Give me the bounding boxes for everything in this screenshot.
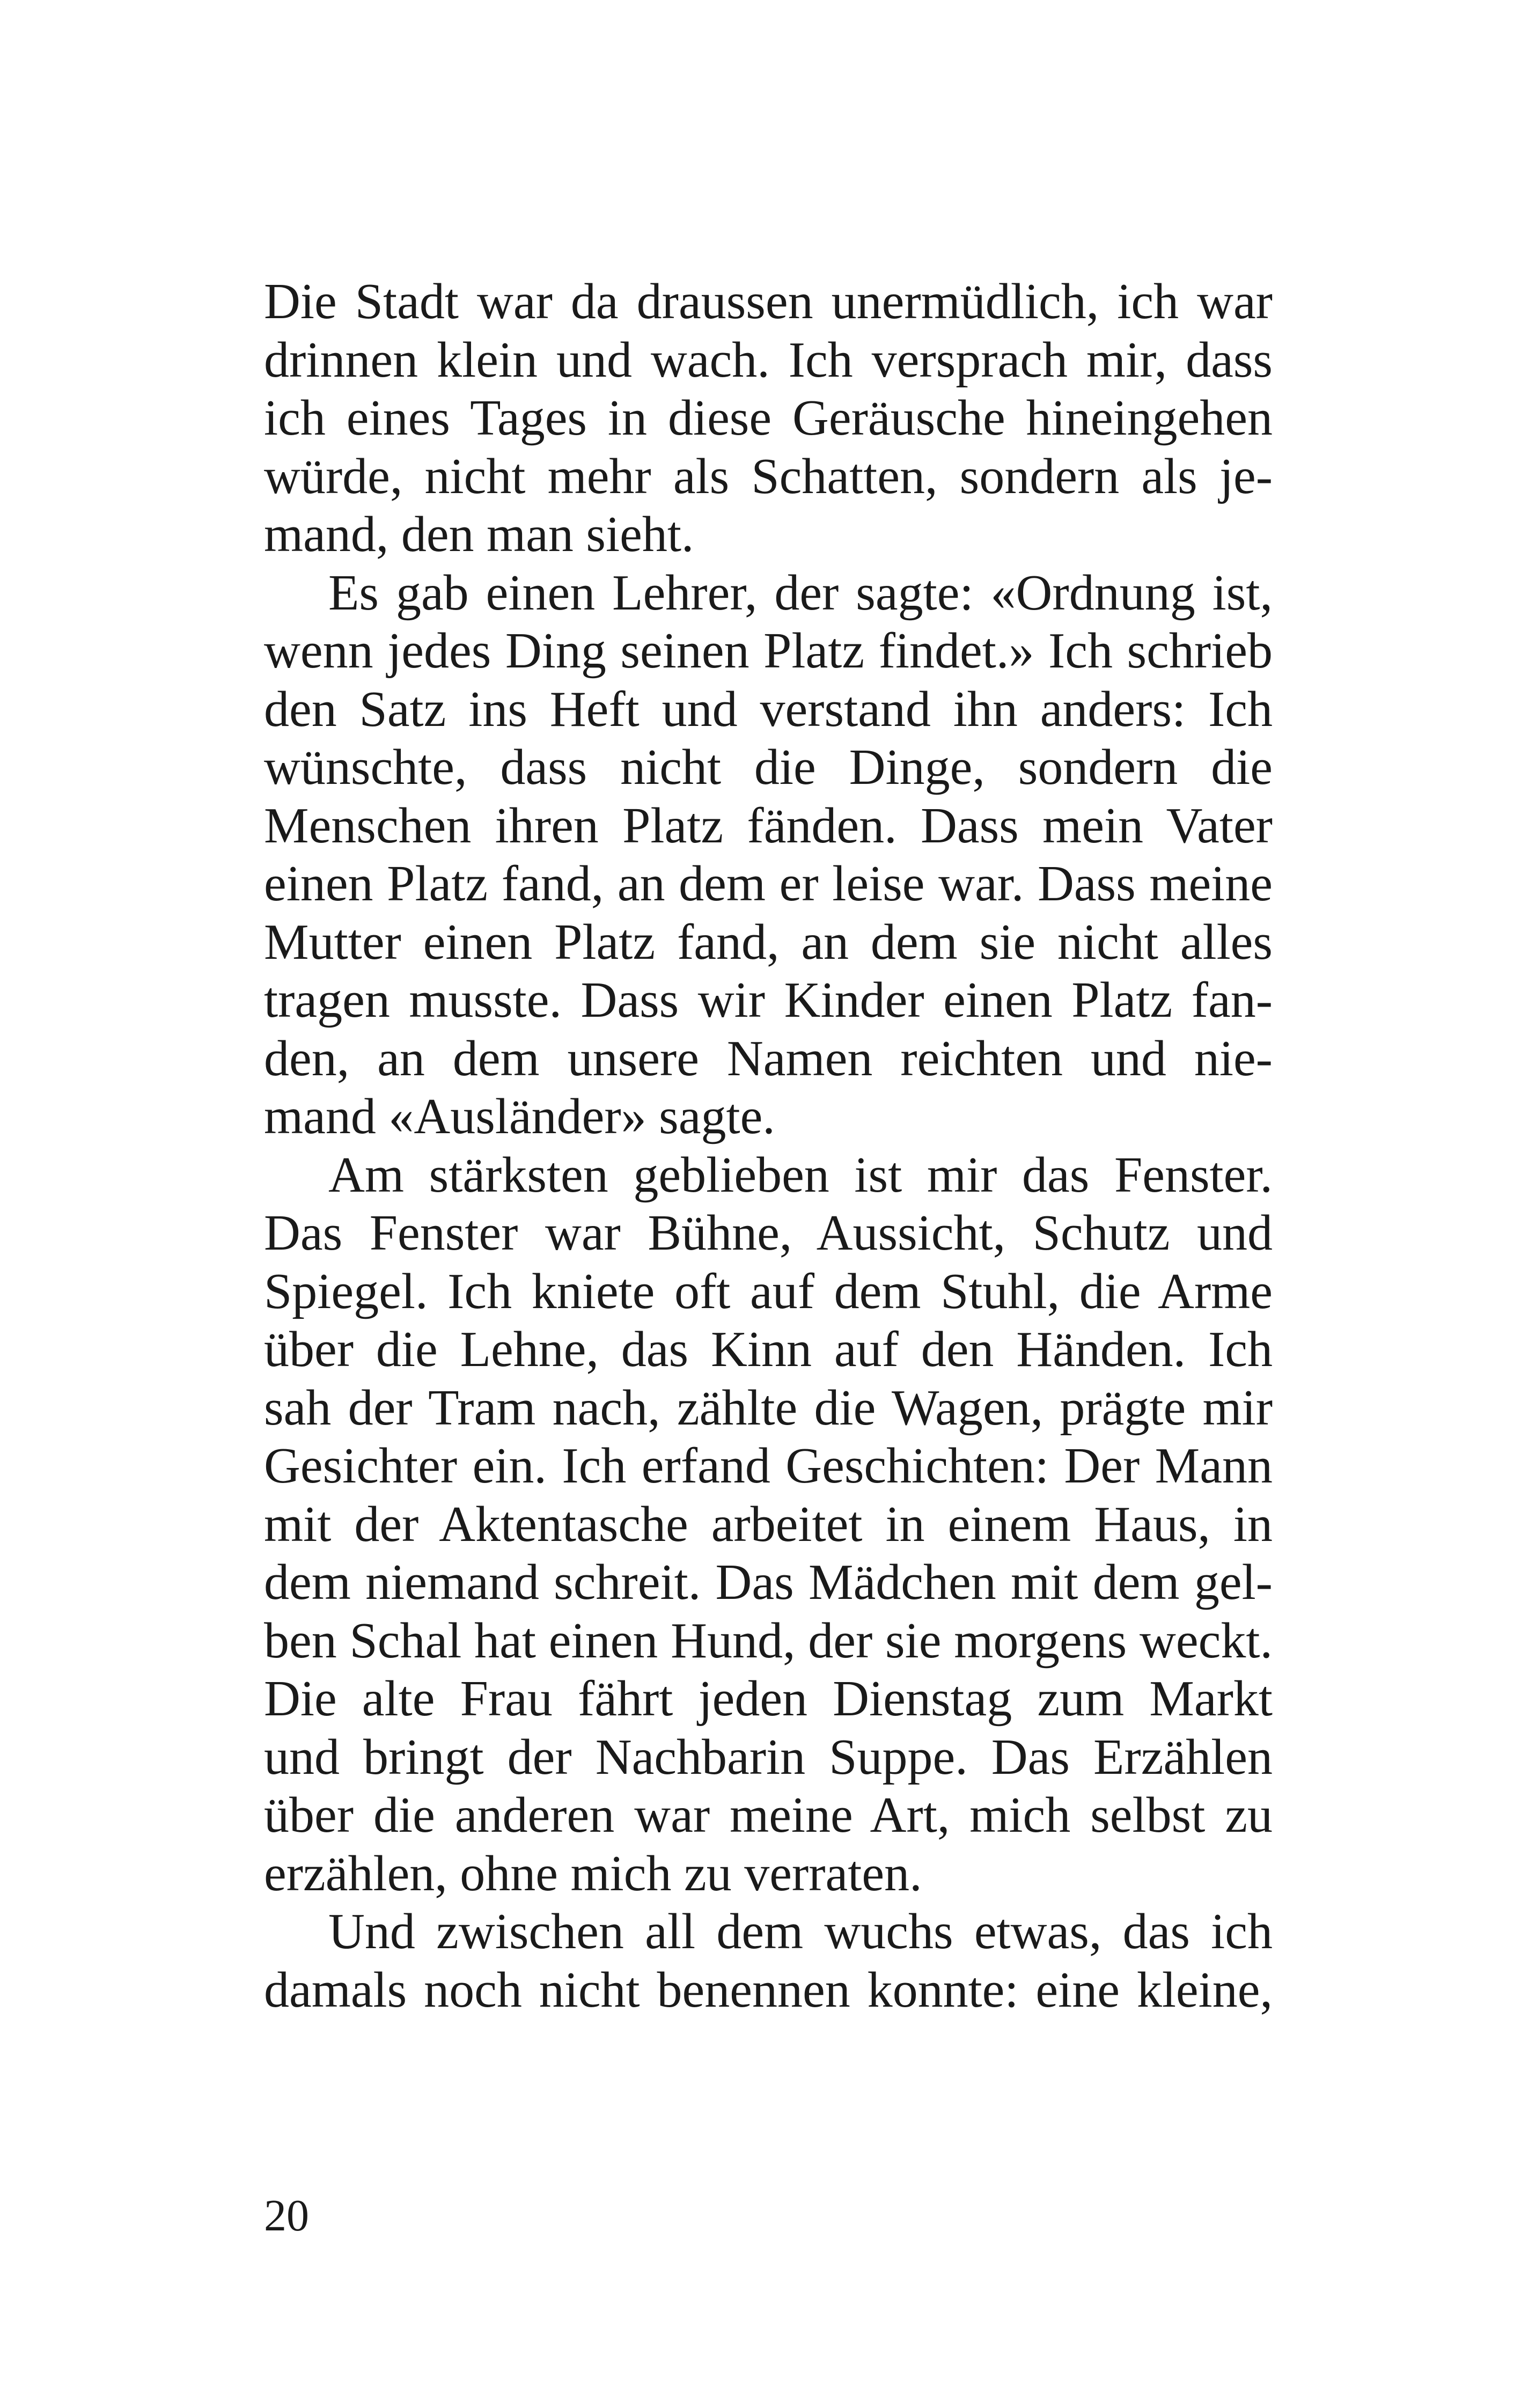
text-line: Gesichter ein. Ich erfand Geschichten: Der Mann [264,1438,1273,1494]
text-line: und bringt der Nachbarin Suppe. Das Erzählen [264,1729,1273,1785]
text-line: tragen musste. Dass wir Kinder einen Platz fan- [264,972,1273,1028]
text-line: damals noch nicht benennen konnte: eine kleine, [264,1962,1273,2018]
page-number: 20 [264,2191,309,2241]
text-line: Spiegel. Ich kniete oft auf dem Stuhl, die Arme [264,1263,1273,1319]
text-line: Mutter einen Platz fand, an dem sie nicht alles [264,914,1273,970]
text-line: mand, den man sieht. [264,506,694,562]
text-line: den Satz ins Heft und verstand ihn anders: Ich [264,681,1273,737]
text-line: würde, nicht mehr als Schatten, sondern als je- [264,448,1273,504]
text-line: einen Platz fand, an dem er leise war. Dass meine [264,856,1273,912]
text-line: Die Stadt war da draussen unermüdlich, ich war [264,274,1273,329]
text-line: Am stärksten geblieben ist mir das Fenster. [328,1147,1273,1203]
text-line: wünschte, dass nicht die Dinge, sondern die [264,739,1273,795]
text-line: sah der Tram nach, zählte die Wagen, prägte mir [264,1379,1273,1436]
text-line: Und zwischen all dem wuchs etwas, das ich [328,1904,1273,1959]
text-line: den, an dem unsere Namen reichten und nie- [264,1030,1273,1086]
text-line: dem niemand schreit. Das Mädchen mit dem gel- [264,1554,1273,1610]
text-line: ich eines Tages in diese Geräusche hineingehen [264,390,1273,446]
text-line: wenn jedes Ding seinen Platz findet.» Ich schrieb [264,623,1273,679]
text-line: über die anderen war meine Art, mich selbst zu [264,1787,1273,1843]
body-text [264,273,1273,2019]
text-line: Die alte Frau fährt jeden Dienstag zum Markt [264,1671,1273,1727]
text-line: Menschen ihren Platz fänden. Dass mein Vater [264,797,1273,854]
text-line: drinnen klein und wach. Ich versprach mir, dass [264,332,1273,388]
text-line: erzählen, ohne mich zu verraten. [264,1845,922,1902]
text-line: ben Schal hat einen Hund, der sie morgens weckt. [264,1612,1273,1669]
text-line: Es gab einen Lehrer, der sagte: «Ordnung ist, [328,564,1273,621]
text-line: Das Fenster war Bühne, Aussicht, Schutz und [264,1205,1273,1261]
text-line: mit der Aktentasche arbeitet in einem Haus, in [264,1496,1273,1552]
text-line: über die Lehne, das Kinn auf den Händen. Ich [264,1322,1273,1377]
text-line: mand «Ausländer» sagte. [264,1089,775,1144]
